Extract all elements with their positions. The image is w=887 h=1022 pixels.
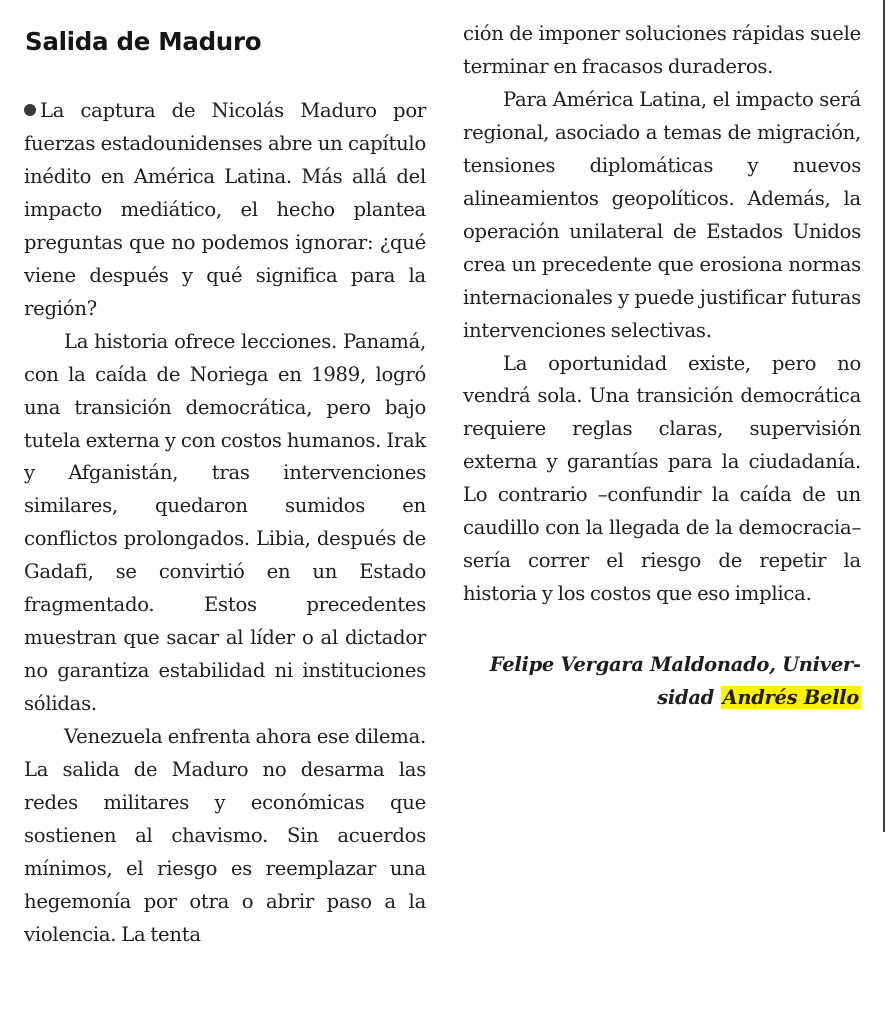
column-rule-divider: [883, 0, 885, 832]
paragraph: La oportunidad existe, pero no vendrá sola. Una transición democrática requiere reglas claras, supervisión externa y garantías para la ciudadanía. Lo contrario –confundir la caída de un caudillo con la llegada de la democracia– sería correr el riesgo de repetir la historia y los costos que eso implica.: [463, 351, 861, 606]
byline-highlight: Andrés Bello: [722, 686, 859, 710]
paragraph: Venezuela enfrenta ahora ese dilema. La salida de Maduro no desarma las redes militares y económicas que sostienen al chavismo. Sin acuerdos mínimos, el riesgo es reemplazar una hegemonía por otra o abrir paso a la violencia. La tenta: [24, 725, 426, 946]
paragraph-text: La captura de Nicolás Maduro por fuerzas estadounidenses abre un capítulo inédito en América Latina. Más allá del impacto mediático, el hecho plantea preguntas que no podemos ignorar: ¿qué viene después y qué significa para la región?: [24, 99, 426, 320]
left-column: [24, 0, 426, 952]
byline-author: Felipe Vergara Maldonado, Universidad: [489, 653, 861, 710]
paragraph: La historia ofrece lecciones. Panamá, con la caída de Noriega en 1989, logró una transición democrática, pero bajo tutela externa y con costos humanos. Irak y Afganistán, tras intervenciones similares, quedaron sumidos en conflictos prolongados. Libia, después de Gadafi, se convirtió en un Estado fragmentado. Estos precedentes muestran que sacar al líder o al dictador no garantiza estabilidad ni instituciones sólidas.: [24, 329, 426, 716]
paragraph: Para América Latina, el impacto será regional, asociado a temas de migración, tensiones diplomáticas y nuevos alineamientos geopolíticos. Además, la operación unilateral de Estados Unidos crea un precedente que erosiona normas internacionales y puede justificar futuras intervenciones selectivas.: [463, 87, 861, 342]
lead-paragraph: [24, 95, 426, 326]
article-headline: Salida de Maduro: [25, 27, 262, 56]
bullet-icon: [24, 104, 36, 116]
paragraph-continuation: ción de imponer soluciones rápidas suele terminar en fracasos duraderos.: [463, 22, 861, 78]
right-column: [463, 0, 861, 715]
byline: [463, 649, 861, 715]
